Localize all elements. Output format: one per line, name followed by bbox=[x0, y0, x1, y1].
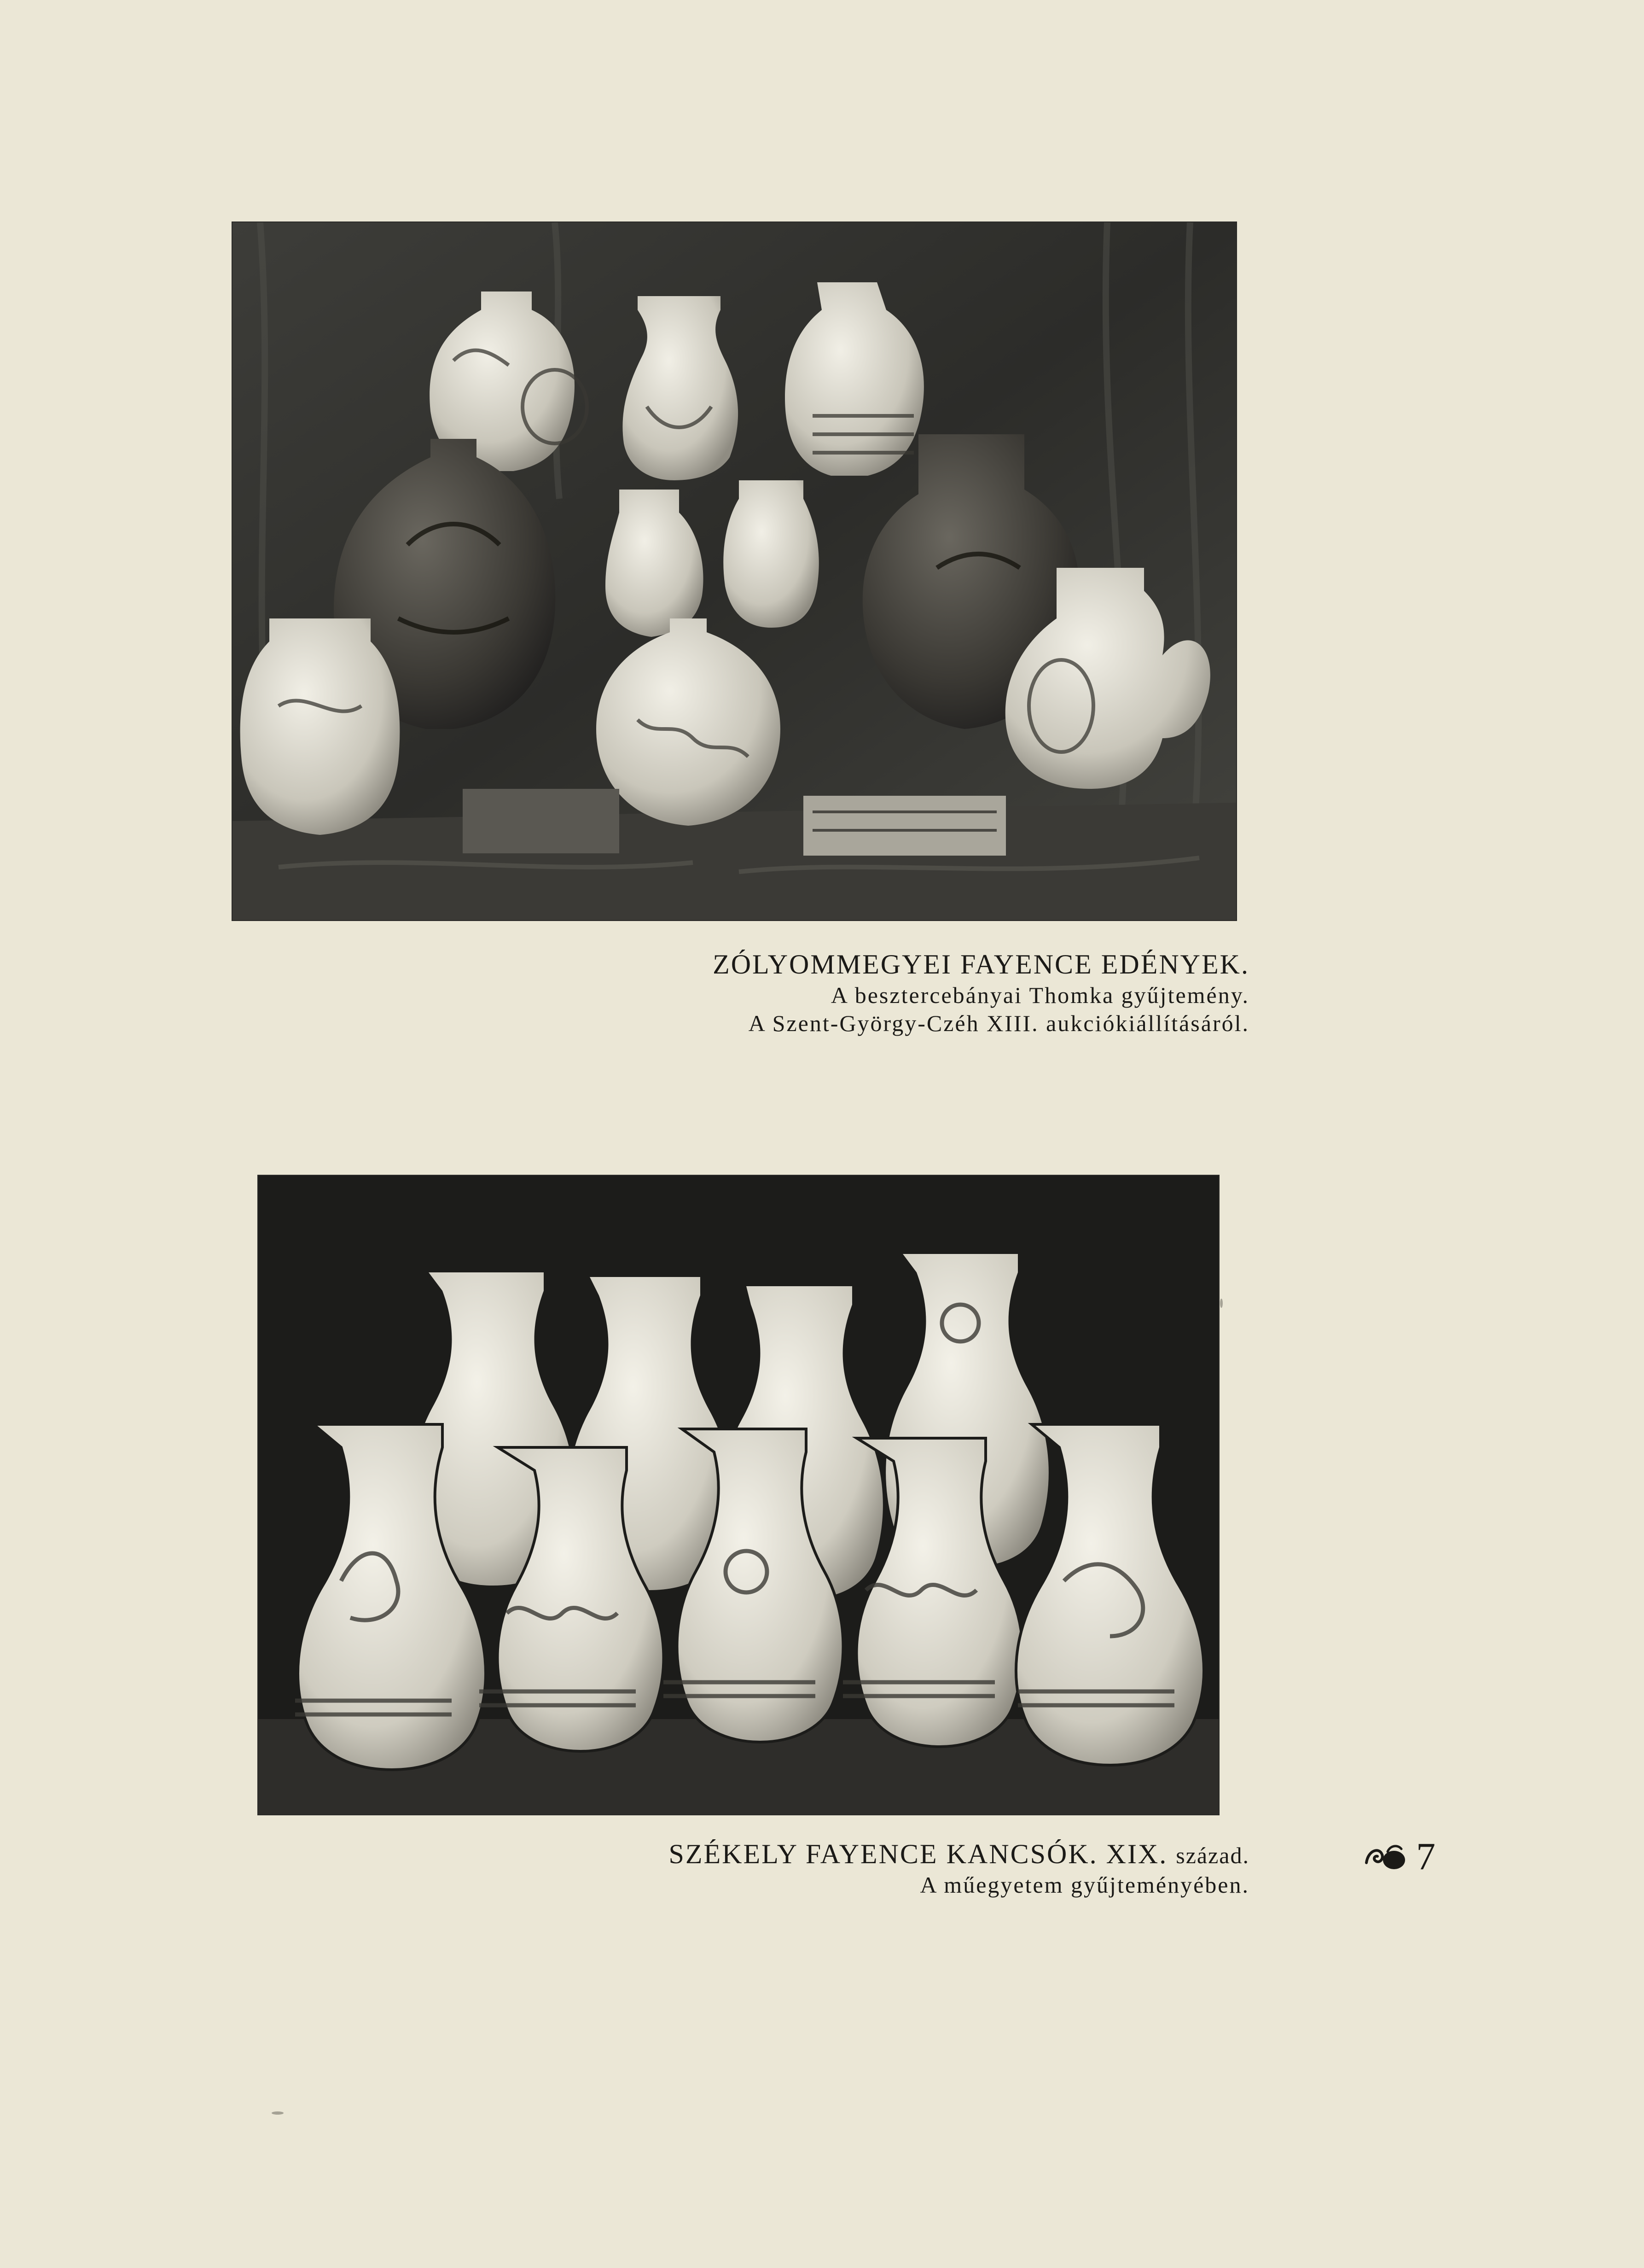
page-number: 7 bbox=[1416, 1835, 1435, 1878]
paper-speck bbox=[272, 2111, 284, 2115]
caption-line-top-1: A besztercebányai Thomka gyűjtemény. bbox=[831, 982, 1249, 1009]
caption-top bbox=[713, 948, 1249, 1038]
caption-line-bottom-1: A műegyetem gyűjteményében. bbox=[920, 1872, 1249, 1898]
caption-title-bottom-small: század. bbox=[1176, 1842, 1249, 1868]
paper-speck bbox=[1220, 1299, 1223, 1308]
caption-line-top-2: A Szent-György-Czéh XIII. aukciókiállításáról. bbox=[748, 1010, 1249, 1037]
fleuron-icon bbox=[1364, 1841, 1408, 1873]
caption-title-top: ZÓLYOMMEGYEI FAYENCE EDÉNYEK. bbox=[713, 949, 1249, 979]
caption-title-bottom-main: SZÉKELY FAYENCE KANCSÓK. XIX. bbox=[668, 1839, 1168, 1869]
photo-zolyom-faience-vessels bbox=[232, 222, 1236, 920]
caption-bottom bbox=[668, 1837, 1249, 1899]
caption-title-bottom bbox=[668, 1837, 1249, 1871]
page-number-block bbox=[1364, 1837, 1435, 1876]
photo-szekely-faience-jugs bbox=[258, 1176, 1219, 1814]
